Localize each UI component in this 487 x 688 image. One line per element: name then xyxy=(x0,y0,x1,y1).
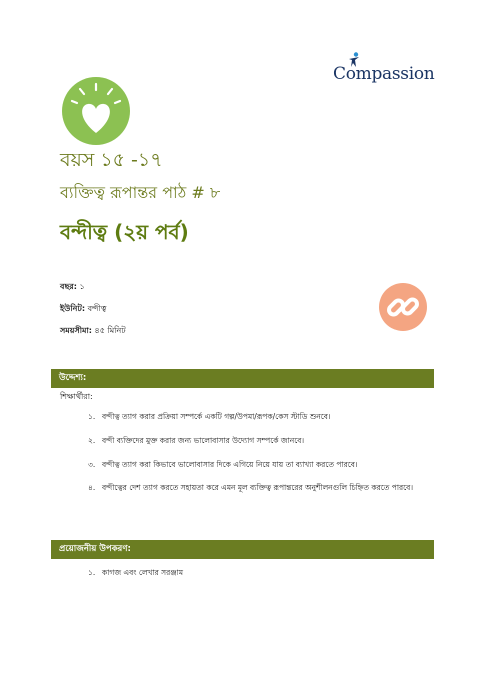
chain-link-icon xyxy=(378,282,428,332)
objective-item xyxy=(88,434,428,448)
meta-unit-label: ইউনিট: xyxy=(60,304,86,313)
meta-unit xyxy=(60,303,106,316)
meta-time xyxy=(60,325,126,338)
objective-text: বন্দীত্ব ত্যাগ করা কিভাবে ভালোবাসার দিকে এগিয়ে নিয়ে যায় তা ব্যাখ্যা করতে পারবে। xyxy=(102,460,358,469)
meta-time-value: ৪৫ মিনিট xyxy=(94,326,126,335)
objective-text: বন্দী ব্যক্তিদের মুক্ত করার জন্য ভালোবাসার উদ্যোগ সম্পর্কে জানবে। xyxy=(102,436,305,445)
materials-heading: প্রয়োজনীয় উপকরণ: xyxy=(51,540,434,559)
compassion-logo xyxy=(333,52,433,92)
objective-item xyxy=(88,410,428,424)
heart-badge xyxy=(60,75,132,147)
objective-number: ৪. xyxy=(88,483,96,492)
page-title: বন্দীত্ব (২য় পর্ব) xyxy=(60,220,189,244)
meta-year-label: বছর: xyxy=(60,282,77,291)
age-range: বয়স ১৫ -১৭ xyxy=(60,149,163,171)
objective-number: ৩. xyxy=(88,460,96,469)
objective-number: ২. xyxy=(88,436,96,445)
meta-time-label: সময়সীমা: xyxy=(60,326,92,335)
lesson-title: ব্যক্তিত্ব রূপান্তর পাঠ # ৮ xyxy=(60,183,221,202)
objectives-intro: শিক্ষার্থীরা: xyxy=(60,392,93,401)
objective-text: বন্দীত্ব ত্যাগ করার প্রক্রিয়া সম্পর্কে একটি গল্প/উপমা/রূপক/কেস স্টাডি শুনবে। xyxy=(102,412,331,421)
objective-item xyxy=(88,458,428,472)
objectives-heading: উদ্দেশ্য: xyxy=(51,369,434,388)
logo-text: Compassion xyxy=(333,64,435,84)
objective-text: বন্দীত্বের দেশ ত্যাগ করতে সহায়তা করে এমন মূল ব্যক্তিত্ব রূপান্তরের অনুশীলনগুলি চিহ্নিত করতে পারবে। xyxy=(102,483,414,492)
material-text: কাগজ এবং লেখার সরঞ্জাম xyxy=(102,568,183,577)
objective-item xyxy=(88,481,428,495)
meta-year xyxy=(60,281,85,294)
meta-year-value: ১ xyxy=(79,282,85,291)
material-number: ১. xyxy=(88,568,96,577)
heart-icon xyxy=(60,75,132,147)
material-item xyxy=(88,566,428,580)
link-badge xyxy=(378,282,428,332)
objective-number: ১. xyxy=(88,412,96,421)
meta-unit-value: বন্দীত্ব xyxy=(87,304,107,313)
